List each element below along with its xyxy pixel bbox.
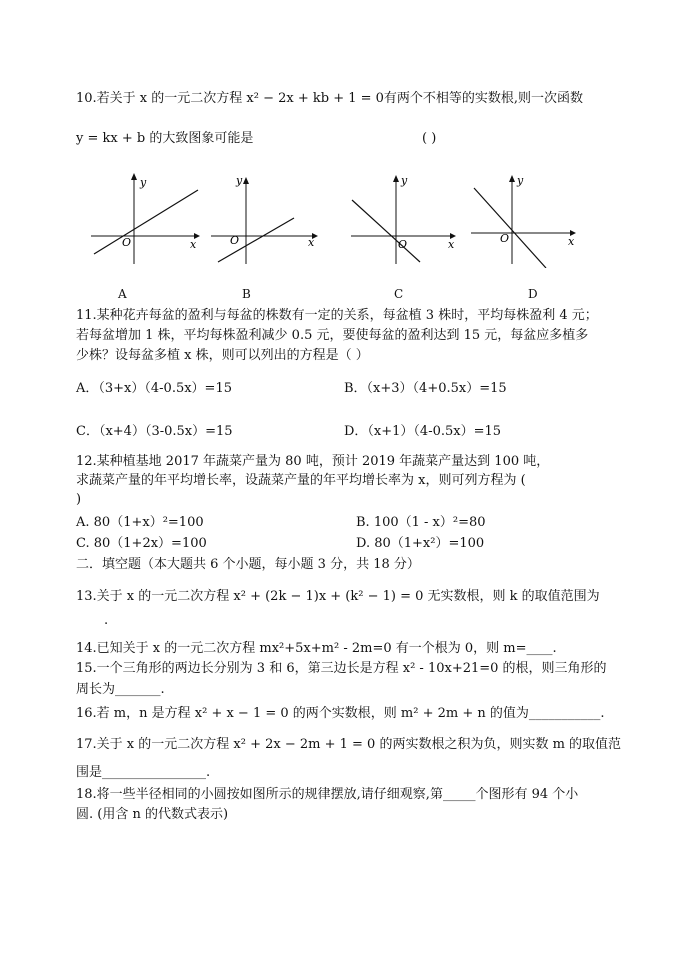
graph-c-plot bbox=[346, 168, 466, 268]
graph-d bbox=[466, 168, 586, 268]
q12-line2: 求蔬菜产量的年平均增长率，设蔬菜产量的年平均增长率为 x，则可列方程为 ( bbox=[76, 473, 526, 488]
graph-b bbox=[206, 168, 326, 268]
graph-a bbox=[86, 168, 206, 268]
q15-line1: 15.一个三角形的两边长分别为 3 和 6，第三边长是方程 x² - 10x+21=0 的根，则三角形的 bbox=[76, 661, 607, 676]
y-label: y bbox=[401, 174, 408, 187]
y-axis-arrow bbox=[393, 175, 399, 182]
q11-option-b: B．（x+3）（4+0.5x）=15 bbox=[344, 381, 507, 396]
y-label: y bbox=[517, 174, 524, 187]
q11-option-a: A．（3+x）（4-0.5x）=15 bbox=[76, 381, 232, 396]
q14-line: 14.已知关于 x 的一元二次方程 mx²+5x+m² - 2m=0 有一个根为 0，则 m=____. bbox=[76, 641, 557, 656]
q10-answer-paren: ( ) bbox=[422, 131, 437, 146]
q15-line2: 周长为_______. bbox=[76, 682, 165, 697]
y-axis-arrow bbox=[243, 177, 249, 184]
y-axis-arrow bbox=[509, 175, 515, 182]
q11-line2: 若每盆增加 1 株，平均每株盈利减少 0.5 元，要使每盆的盈利达到 15 元，每盆应多植多 bbox=[76, 328, 589, 343]
function-line bbox=[94, 190, 198, 254]
origin-label: O bbox=[398, 238, 408, 251]
q11-option-c: C．（x+4）（3-0.5x）=15 bbox=[76, 424, 233, 439]
q18-line2: 圆. (用含 n 的代数式表示) bbox=[76, 807, 229, 822]
function-line bbox=[352, 200, 420, 262]
q13-line1: 13.关于 x 的一元二次方程 x² + (2k − 1)x + (k² − 1) = 0 无实数根，则 k 的取值范围为 bbox=[76, 589, 600, 604]
graph-d-plot bbox=[466, 168, 586, 268]
q13-line2: . bbox=[104, 613, 109, 628]
y-axis-arrow bbox=[131, 173, 137, 180]
x-label: x bbox=[308, 236, 315, 249]
section-2-heading: 二．填空题（本大题共 6 个小题，每小题 3 分，共 18 分） bbox=[76, 557, 420, 572]
origin-label: O bbox=[230, 234, 240, 247]
graph-a-plot bbox=[86, 168, 206, 268]
origin-label: O bbox=[500, 232, 510, 245]
q12-line1: 12.某种植基地 2017 年蔬菜产量为 80 吨，预计 2019 年蔬菜产量达到 100 吨， bbox=[76, 454, 550, 469]
y-label: y bbox=[140, 176, 147, 189]
function-line bbox=[474, 188, 546, 268]
q17-line1: 17.关于 x 的一元二次方程 x² + 2x − 2m + 1 = 0 的两实数根之积为负，则实数 m 的取值范 bbox=[76, 737, 622, 752]
graph-d-label: D bbox=[528, 287, 538, 301]
q12-option-d: D. 80（1+x²）=100 bbox=[356, 536, 485, 551]
y-label: y bbox=[236, 174, 243, 187]
origin-label: O bbox=[122, 236, 132, 249]
q12-option-a: A. 80（1+x）²=100 bbox=[76, 515, 204, 530]
graph-b-plot bbox=[206, 168, 326, 268]
q12-option-b: B. 100（1 - x）²=80 bbox=[356, 515, 486, 530]
q16-line: 16.若 m，n 是方程 x² + x − 1 = 0 的两个实数根，则 m² + 2m + n 的值为___________. bbox=[76, 706, 605, 721]
graph-b-label: B bbox=[242, 287, 251, 301]
x-label: x bbox=[568, 235, 575, 248]
q17-line2: 围是________________. bbox=[76, 765, 211, 780]
q12-line3: ) bbox=[76, 492, 82, 507]
graph-c-label: C bbox=[394, 287, 404, 301]
q10-line2: y = kx + b 的大致图象可能是 bbox=[76, 131, 254, 146]
q10-line1: 10.若关于 x 的一元二次方程 x² − 2x + kb + 1 = 0有两个不相等的实数根,则一次函数 bbox=[76, 91, 584, 106]
q11-line3: 少株？设每盆多植 x 株，则可以列出的方程是（ ） bbox=[76, 348, 369, 363]
graph-a-label: A bbox=[118, 287, 127, 301]
q18-line1: 18.将一些半径相同的小圆按如图所示的规律摆放,请仔细观察,第_____个图形有 94 个小 bbox=[76, 787, 579, 802]
x-label: x bbox=[190, 238, 197, 251]
q12-option-c: C. 80（1+2x）=100 bbox=[76, 536, 207, 551]
x-label: x bbox=[448, 238, 455, 251]
q11-line1: 11.某种花卉每盆的盈利与每盆的株数有一定的关系，每盆植 3 株时，平均每株盈利 4 元； bbox=[76, 308, 598, 323]
graph-c bbox=[346, 168, 466, 268]
q11-option-d: D．（x+1）（4-0.5x）=15 bbox=[344, 424, 502, 439]
